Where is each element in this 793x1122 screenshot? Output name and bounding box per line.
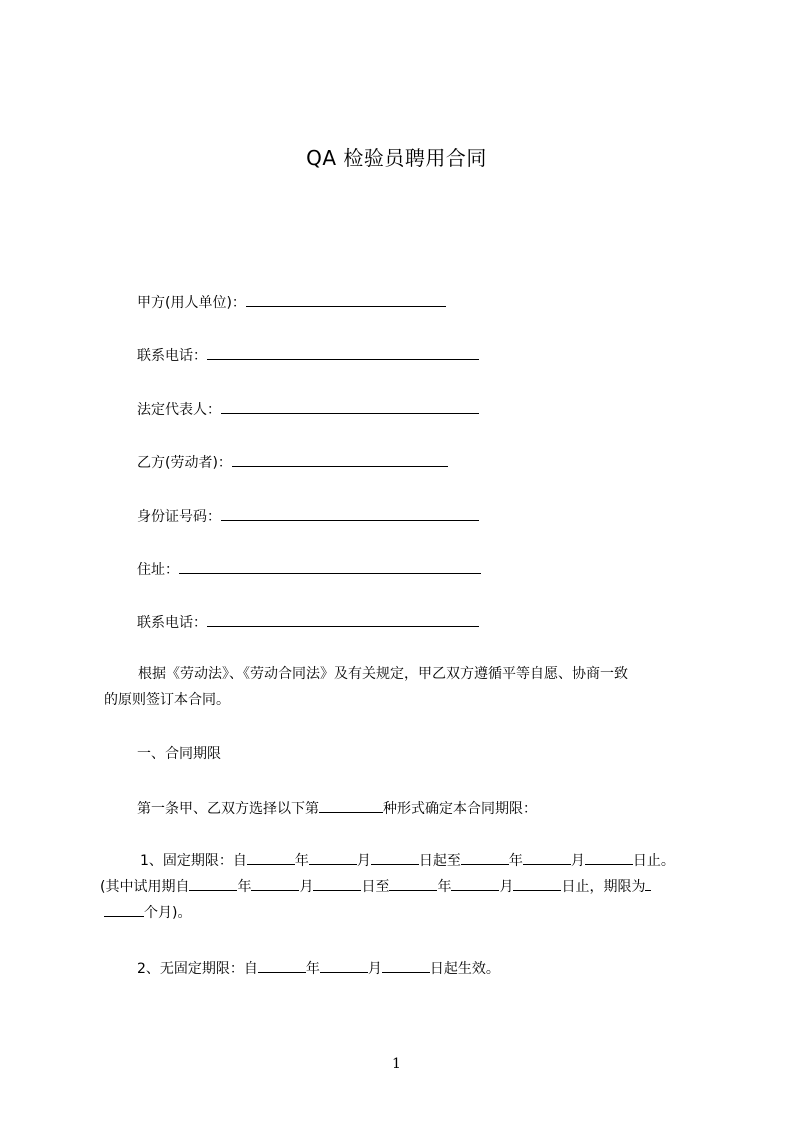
open-term <box>137 958 500 979</box>
field-legal-rep <box>137 399 479 420</box>
year-label: 年 <box>437 879 452 895</box>
field-label: 联系电话： <box>137 615 207 631</box>
blank-open-year[interactable] <box>258 958 306 973</box>
effective-label: 日起生效。 <box>429 961 500 977</box>
blank-start-day[interactable] <box>371 850 419 865</box>
field-label: 住址： <box>137 562 179 578</box>
preamble-paragraph <box>104 661 704 713</box>
open-term-prefix: 2、无固定期限：自 <box>137 961 258 977</box>
blank-trial-months[interactable] <box>104 902 144 917</box>
field-id-number <box>137 506 479 527</box>
blank-end-month[interactable] <box>523 850 571 865</box>
blank-trial-end-year[interactable] <box>389 876 437 891</box>
preamble-line-2: 的原则签订本合同。 <box>104 692 230 708</box>
blank-trial-start-year[interactable] <box>189 876 237 891</box>
month-label: 月 <box>299 879 314 895</box>
blank-party-b[interactable] <box>232 452 448 467</box>
blank-party-a[interactable] <box>246 292 446 307</box>
year-label: 年 <box>237 879 252 895</box>
to-label: 日至 <box>361 879 390 895</box>
field-label: 乙方(劳动者)： <box>137 455 232 471</box>
blank-start-month[interactable] <box>309 850 357 865</box>
field-label: 身份证号码： <box>137 509 221 525</box>
field-phone-b <box>137 612 479 633</box>
month-label: 月 <box>499 879 514 895</box>
year-label: 年 <box>508 853 523 869</box>
blank-id-number[interactable] <box>221 506 479 521</box>
article-1 <box>137 798 537 819</box>
month-label: 月 <box>570 853 585 869</box>
blank-end-year[interactable] <box>461 850 509 865</box>
blank-address[interactable] <box>179 559 481 574</box>
page-title: QA 检验员聘用合同 <box>306 146 487 170</box>
blank-legal-rep[interactable] <box>221 399 479 414</box>
section-heading: 一、合同期限 <box>137 746 221 762</box>
blank-form-choice[interactable] <box>319 798 383 813</box>
blank-end-day[interactable] <box>585 850 633 865</box>
blank-phone-a[interactable] <box>207 345 479 360</box>
from-label: 日起至 <box>418 853 461 869</box>
year-label: 年 <box>294 853 309 869</box>
months-label: 个月)。 <box>144 905 192 921</box>
blank-open-month[interactable] <box>320 958 368 973</box>
blank-open-day[interactable] <box>382 958 430 973</box>
fixed-term-line-3 <box>104 900 704 926</box>
article-1-text-end: 种形式确定本合同期限： <box>383 801 537 817</box>
blank-trial-start-day[interactable] <box>313 876 361 891</box>
year-label: 年 <box>305 961 320 977</box>
month-label: 月 <box>367 961 382 977</box>
fixed-term-prefix: 1、固定期限：自 <box>140 853 247 869</box>
end-label: 日止。 <box>632 853 675 869</box>
field-label: 联系电话： <box>137 348 207 364</box>
trial-end-label: 日止，期限为 <box>561 879 646 895</box>
blank-trial-end-month[interactable] <box>451 876 499 891</box>
fixed-term-paragraph <box>100 848 704 926</box>
trial-prefix: (其中试用期自 <box>100 879 190 895</box>
blank-start-year[interactable] <box>247 850 295 865</box>
field-label: 法定代表人： <box>137 402 221 418</box>
page-number: 1 <box>392 1056 401 1072</box>
field-party-a <box>137 292 446 313</box>
preamble-line-1: 根据《劳动法》、《劳动合同法》及有关规定，甲乙双方遵循平等自愿、协商一致 <box>138 666 628 682</box>
month-label: 月 <box>356 853 371 869</box>
fixed-term-line-1 <box>104 848 704 874</box>
field-phone-a <box>137 345 479 366</box>
field-party-b <box>137 452 448 473</box>
article-1-text: 第一条甲、乙双方选择以下第 <box>137 801 319 817</box>
blank-trial-end-day[interactable] <box>513 876 561 891</box>
field-label: 甲方(用人单位)： <box>137 295 246 311</box>
blank-trial-start-month[interactable] <box>251 876 299 891</box>
blank-trial-tail[interactable] <box>645 876 651 891</box>
fixed-term-line-2 <box>100 874 704 900</box>
blank-phone-b[interactable] <box>207 612 479 627</box>
field-address <box>137 559 481 580</box>
